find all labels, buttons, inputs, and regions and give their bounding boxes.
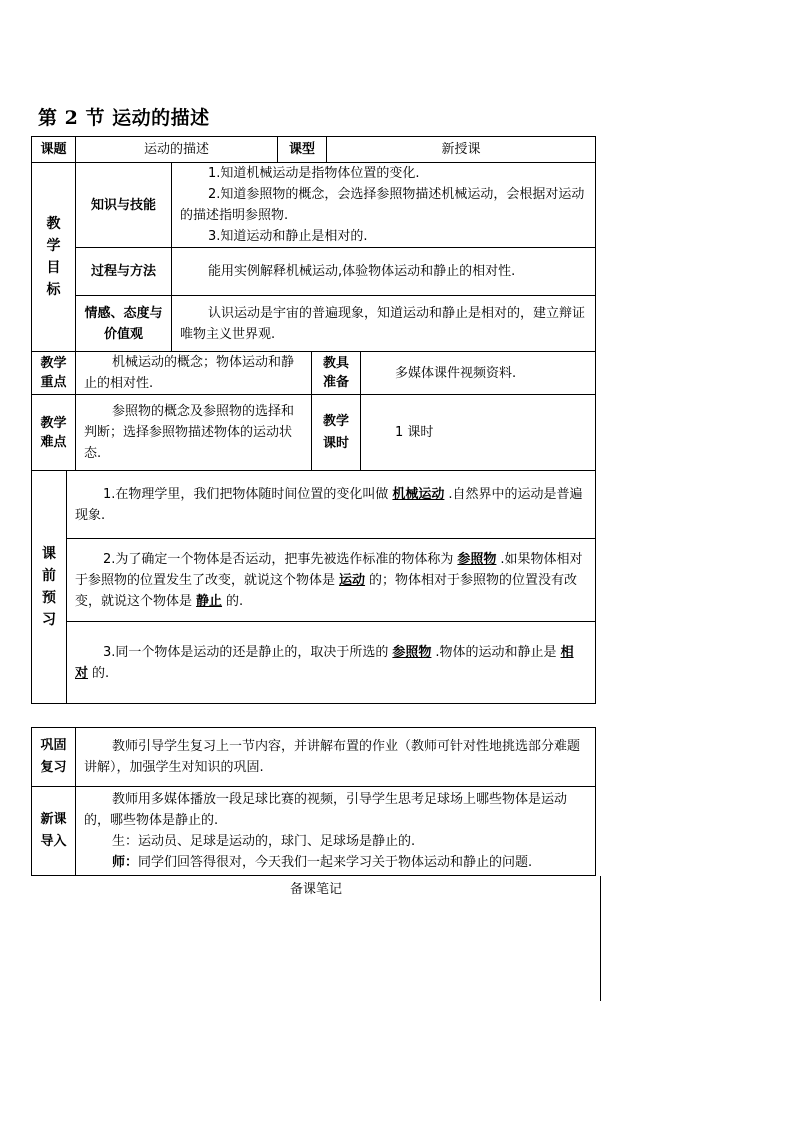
difficulties-text: 参照物的概念及参照物的选择和判断；选择参照物描述物体的运动状态.	[76, 395, 312, 471]
process-label: 过程与方法	[76, 248, 172, 296]
prep-label: 教具准备	[312, 352, 361, 395]
vertical-char: 目	[46, 260, 61, 276]
intro-p3-text: 同学们回答得很对，今天我们一起来学习关于物体运动和静止的问题.	[138, 855, 533, 870]
knowledge-item-1: 1.知道机械运动是指物体位置的变化.	[208, 166, 420, 181]
preview-q1-text: 1.在物理学里，我们把物体随时间位置的变化叫做	[103, 486, 389, 502]
answer-relative: 相对	[75, 644, 574, 681]
preview-q1-tail: .自然界中的运动是普遍现象.	[75, 486, 583, 523]
preview-q2	[67, 539, 596, 622]
vertical-char: 教	[46, 216, 61, 232]
vertical-char: 前	[42, 568, 56, 584]
intro-p2: 生：运动员、足球是运动的，球门、足球场是静止的.	[112, 834, 416, 849]
intro-content	[76, 787, 596, 876]
attitude-text: 认识运动是宇宙的普遍现象，知道运动和静止是相对的，建立辩证唯物主义世界观.	[172, 296, 596, 352]
teacher-label: 师：	[112, 855, 139, 870]
keypoints-text: 机械运动的概念；物体运动和静止的相对性.	[76, 352, 312, 395]
answer-static: 静止	[196, 593, 223, 609]
vertical-char: 学	[46, 238, 61, 254]
preview-q2-text: 2.为了确定一个物体是否运动，把事先被选作标准的物体称为	[103, 551, 454, 567]
type-label: 课型	[278, 137, 327, 163]
vertical-char: 课	[42, 546, 56, 562]
difficulties-label: 教学难点	[32, 395, 76, 471]
notes-divider	[600, 876, 601, 1001]
preview-q2-mid2: 的；物体相对于参照物的位置没有改变，就说这个物体是	[75, 572, 578, 609]
knowledge-item-3: 3.知道运动和静止是相对的.	[208, 229, 368, 244]
preview-label	[32, 471, 67, 704]
preview-label-text	[32, 543, 66, 631]
review-text: 教师引导学生复习上一节内容，并讲解布置的作业（教师可针对性地挑选部分难题讲解），加强学生对知识的巩固.	[76, 728, 596, 787]
knowledge-item-2: 2.知道参照物的概念，会选择参照物描述机械运动，会根据对运动的描述指明参照物.	[180, 187, 585, 223]
vertical-char: 习	[42, 612, 56, 628]
page-title: 第 2 节 运动的描述	[38, 107, 210, 129]
vertical-char: 预	[42, 590, 56, 606]
intro-label: 新课导入	[32, 787, 76, 876]
answer-mechanical-motion: 机械运动	[392, 486, 445, 502]
preview-q2-tail: 的.	[226, 593, 244, 609]
knowledge-label: 知识与技能	[76, 163, 172, 248]
review-label: 巩固复习	[32, 728, 76, 787]
goals-label-text	[32, 213, 75, 301]
vertical-char: 标	[46, 282, 61, 298]
goals-label	[32, 163, 76, 352]
notes-label: 备课笔记	[290, 882, 343, 897]
process-text: 能用实例解释机械运动,体验物体运动和静止的相对性.	[172, 248, 596, 296]
keypoints-label: 教学重点	[32, 352, 76, 395]
prep-value: 多媒体课件视频资料.	[361, 352, 596, 395]
answer-reference-object: 参照物	[457, 551, 497, 567]
review-intro-table	[31, 727, 596, 876]
time-value: 1 课时	[361, 395, 596, 471]
intro-p3	[84, 852, 589, 873]
answer-moving: 运动	[339, 572, 366, 588]
preview-q3	[67, 622, 596, 704]
preview-q2-mid: .如果物体相对于参照物的位置发生了改变，就说这个物体是	[75, 551, 583, 588]
type-value: 新授课	[327, 137, 596, 163]
preview-q3-mid: .物体的运动和静止是	[435, 644, 557, 660]
preview-q3-text: 3.同一个物体是运动的还是静止的，取决于所选的	[103, 644, 389, 660]
topic-label: 课题	[32, 137, 76, 163]
attitude-label: 情感、态度与价值观	[76, 296, 172, 352]
topic-value: 运动的描述	[76, 137, 278, 163]
intro-p1: 教师用多媒体播放一段足球比赛的视频，引导学生思考足球场上哪些物体是运动的，哪些物体是静止的.	[84, 792, 568, 828]
time-label: 教学课时	[312, 395, 361, 471]
preview-q1	[67, 471, 596, 539]
preview-table	[31, 470, 596, 704]
preview-q3-tail: 的.	[92, 665, 110, 681]
answer-reference-object-2: 参照物	[392, 644, 432, 660]
lesson-plan-table	[31, 136, 596, 471]
knowledge-items	[172, 163, 596, 248]
